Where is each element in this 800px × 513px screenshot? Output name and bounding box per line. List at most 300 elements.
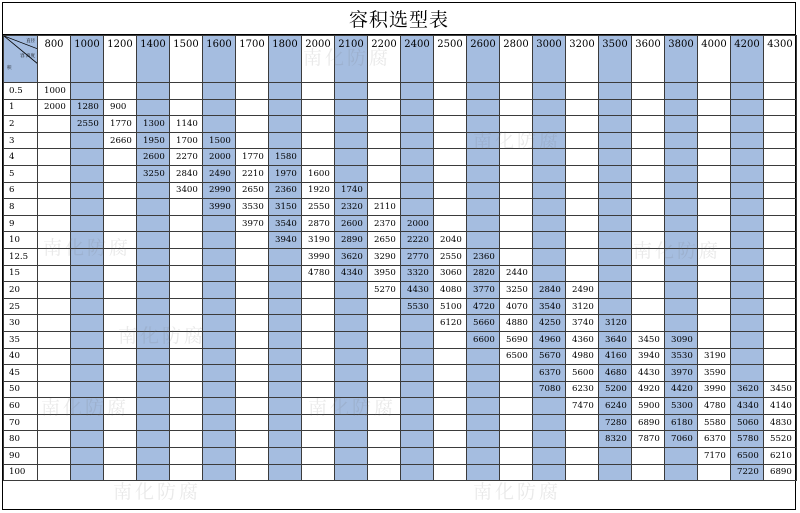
height-cell <box>533 398 566 415</box>
height-cell <box>599 298 632 315</box>
height-cell <box>566 414 599 431</box>
height-cell <box>236 431 269 448</box>
height-cell <box>401 182 434 199</box>
height-cell <box>731 248 764 265</box>
height-cell <box>302 398 335 415</box>
height-cell: 2110 <box>368 199 401 216</box>
height-cell <box>401 165 434 182</box>
height-cell <box>170 232 203 249</box>
height-cell: 3620 <box>731 381 764 398</box>
height-cell: 2000 <box>203 149 236 166</box>
corner-volume-label: 积 <box>7 66 12 71</box>
row-label-volume: 4 <box>4 149 38 166</box>
height-cell: 3290 <box>368 248 401 265</box>
height-cell <box>335 464 368 481</box>
height-cell <box>467 365 500 382</box>
height-cell <box>500 448 533 465</box>
height-cell <box>731 215 764 232</box>
row-label-volume: 45 <box>4 365 38 382</box>
height-cell <box>467 381 500 398</box>
height-cell <box>335 431 368 448</box>
height-cell <box>698 215 731 232</box>
height-cell <box>632 448 665 465</box>
height-cell <box>38 232 71 249</box>
height-cell <box>401 199 434 216</box>
height-cell: 4430 <box>401 282 434 299</box>
height-cell <box>533 99 566 116</box>
height-cell <box>533 199 566 216</box>
height-cell <box>269 265 302 282</box>
height-cell <box>665 298 698 315</box>
height-cell <box>137 99 170 116</box>
corner-header-cell <box>4 36 38 83</box>
row-label-volume: 25 <box>4 298 38 315</box>
height-cell <box>698 315 731 332</box>
height-cell <box>269 298 302 315</box>
height-cell <box>566 448 599 465</box>
height-cell <box>335 381 368 398</box>
row-label-volume: 3 <box>4 132 38 149</box>
height-cell <box>335 116 368 133</box>
height-cell <box>368 165 401 182</box>
height-cell: 1700 <box>170 132 203 149</box>
height-cell: 3950 <box>368 265 401 282</box>
height-cell <box>467 132 500 149</box>
table-row <box>4 99 797 116</box>
height-cell <box>368 182 401 199</box>
height-cell <box>434 381 467 398</box>
height-cell <box>236 83 269 100</box>
height-cell: 3450 <box>764 381 797 398</box>
height-cell: 2820 <box>467 265 500 282</box>
height-cell: 3940 <box>632 348 665 365</box>
height-cell <box>38 398 71 415</box>
height-cell <box>533 232 566 249</box>
height-cell <box>500 248 533 265</box>
height-cell <box>236 282 269 299</box>
height-cell <box>38 248 71 265</box>
height-cell <box>368 99 401 116</box>
height-cell <box>236 348 269 365</box>
height-cell: 1500 <box>203 132 236 149</box>
column-header-diameter: 800 <box>38 36 71 83</box>
height-cell <box>731 199 764 216</box>
height-cell <box>236 116 269 133</box>
height-cell <box>764 99 797 116</box>
height-cell <box>137 348 170 365</box>
height-cell: 6500 <box>500 348 533 365</box>
height-cell <box>665 282 698 299</box>
table-row <box>4 265 797 282</box>
height-cell <box>401 348 434 365</box>
height-cell: 3990 <box>302 248 335 265</box>
height-cell <box>104 464 137 481</box>
height-cell <box>302 381 335 398</box>
height-cell: 5100 <box>434 298 467 315</box>
height-cell <box>71 365 104 382</box>
height-cell <box>665 464 698 481</box>
height-cell <box>203 315 236 332</box>
height-cell: 1580 <box>269 149 302 166</box>
height-cell <box>104 83 137 100</box>
table-row <box>4 464 797 481</box>
height-cell: 5300 <box>665 398 698 415</box>
column-header-diameter: 1800 <box>269 36 302 83</box>
height-cell <box>203 116 236 133</box>
height-cell: 5270 <box>368 282 401 299</box>
height-cell <box>500 116 533 133</box>
table-row <box>4 315 797 332</box>
height-cell <box>500 398 533 415</box>
height-cell: 1600 <box>302 165 335 182</box>
height-cell <box>467 414 500 431</box>
height-cell <box>566 132 599 149</box>
height-cell <box>368 365 401 382</box>
corner-height-label: 容 高度 <box>20 54 35 59</box>
height-cell <box>236 365 269 382</box>
height-cell <box>302 365 335 382</box>
height-cell <box>698 99 731 116</box>
column-header-diameter: 1200 <box>104 36 137 83</box>
height-cell <box>665 165 698 182</box>
height-cell <box>38 464 71 481</box>
height-cell <box>698 282 731 299</box>
column-header-diameter: 1600 <box>203 36 236 83</box>
height-cell <box>434 414 467 431</box>
height-cell <box>764 365 797 382</box>
height-cell <box>104 298 137 315</box>
height-cell <box>170 215 203 232</box>
height-cell <box>632 116 665 133</box>
height-cell: 7080 <box>533 381 566 398</box>
height-cell: 3150 <box>269 199 302 216</box>
height-cell <box>302 132 335 149</box>
height-cell <box>500 464 533 481</box>
row-label-volume: 70 <box>4 414 38 431</box>
height-cell: 2840 <box>533 282 566 299</box>
height-cell <box>698 464 731 481</box>
height-cell <box>203 365 236 382</box>
height-cell <box>137 248 170 265</box>
height-cell <box>467 99 500 116</box>
height-cell <box>467 215 500 232</box>
height-cell <box>533 182 566 199</box>
column-header-diameter: 3500 <box>599 36 632 83</box>
height-cell <box>137 398 170 415</box>
height-cell <box>269 83 302 100</box>
height-cell <box>104 165 137 182</box>
height-cell <box>434 431 467 448</box>
height-cell <box>335 315 368 332</box>
height-cell <box>236 381 269 398</box>
height-cell <box>203 331 236 348</box>
height-cell <box>731 348 764 365</box>
height-cell: 2550 <box>71 116 104 133</box>
height-cell <box>467 165 500 182</box>
height-cell <box>566 116 599 133</box>
row-label-volume: 35 <box>4 331 38 348</box>
height-cell: 5200 <box>599 381 632 398</box>
height-cell: 1300 <box>137 116 170 133</box>
height-cell: 3620 <box>335 248 368 265</box>
height-cell <box>236 398 269 415</box>
height-cell <box>335 149 368 166</box>
height-cell <box>38 381 71 398</box>
height-cell <box>137 365 170 382</box>
height-cell <box>632 265 665 282</box>
height-cell: 6180 <box>665 414 698 431</box>
height-cell <box>368 298 401 315</box>
column-header-diameter: 1500 <box>170 36 203 83</box>
height-cell <box>71 165 104 182</box>
height-cell <box>302 298 335 315</box>
height-cell: 2490 <box>203 165 236 182</box>
height-cell <box>467 348 500 365</box>
height-cell <box>599 215 632 232</box>
height-cell: 2890 <box>335 232 368 249</box>
height-cell: 5670 <box>533 348 566 365</box>
row-label-volume: 8 <box>4 199 38 216</box>
height-cell <box>665 83 698 100</box>
height-cell <box>203 282 236 299</box>
height-cell <box>38 414 71 431</box>
height-cell <box>401 116 434 133</box>
height-cell: 5900 <box>632 398 665 415</box>
height-cell <box>764 116 797 133</box>
height-cell <box>533 83 566 100</box>
height-cell <box>104 381 137 398</box>
height-cell: 2040 <box>434 232 467 249</box>
height-cell: 3940 <box>269 232 302 249</box>
height-cell <box>203 448 236 465</box>
height-cell <box>71 265 104 282</box>
height-cell <box>665 132 698 149</box>
height-cell: 6500 <box>731 448 764 465</box>
height-cell <box>632 149 665 166</box>
height-cell <box>335 298 368 315</box>
height-cell <box>731 298 764 315</box>
height-cell: 2000 <box>38 99 71 116</box>
height-cell <box>302 448 335 465</box>
height-cell: 6890 <box>764 464 797 481</box>
height-cell <box>368 116 401 133</box>
height-cell <box>104 248 137 265</box>
height-cell <box>500 132 533 149</box>
height-cell <box>269 132 302 149</box>
height-cell: 5520 <box>764 431 797 448</box>
height-cell <box>434 348 467 365</box>
height-cell <box>71 298 104 315</box>
height-cell <box>170 265 203 282</box>
height-cell <box>137 448 170 465</box>
height-cell: 3640 <box>599 331 632 348</box>
height-cell: 4360 <box>566 331 599 348</box>
row-label-volume: 12.5 <box>4 248 38 265</box>
height-cell <box>467 149 500 166</box>
height-cell <box>71 448 104 465</box>
height-cell <box>104 215 137 232</box>
height-cell <box>38 165 71 182</box>
height-cell <box>137 282 170 299</box>
height-cell <box>599 232 632 249</box>
table-row <box>4 132 797 149</box>
watermark: 南化防腐 <box>473 481 562 503</box>
height-cell <box>269 398 302 415</box>
height-cell <box>467 83 500 100</box>
height-cell: 2370 <box>368 215 401 232</box>
height-cell: 3250 <box>137 165 170 182</box>
height-cell <box>401 315 434 332</box>
height-cell <box>632 282 665 299</box>
height-cell: 4250 <box>533 315 566 332</box>
height-cell: 2650 <box>236 182 269 199</box>
height-cell <box>599 116 632 133</box>
height-cell <box>632 199 665 216</box>
height-cell <box>269 116 302 133</box>
row-label-volume: 2 <box>4 116 38 133</box>
height-cell <box>269 365 302 382</box>
table-row <box>4 282 797 299</box>
height-cell: 2600 <box>335 215 368 232</box>
height-cell <box>104 414 137 431</box>
height-cell: 1950 <box>137 132 170 149</box>
height-cell <box>533 165 566 182</box>
height-cell <box>566 248 599 265</box>
height-cell <box>764 215 797 232</box>
column-header-diameter: 1700 <box>236 36 269 83</box>
height-cell <box>764 315 797 332</box>
height-cell: 3540 <box>533 298 566 315</box>
height-cell <box>71 83 104 100</box>
height-cell <box>665 99 698 116</box>
height-cell <box>335 132 368 149</box>
height-cell <box>104 331 137 348</box>
height-cell <box>269 331 302 348</box>
height-cell <box>467 448 500 465</box>
row-label-volume: 100 <box>4 464 38 481</box>
height-cell: 6230 <box>566 381 599 398</box>
height-cell: 3770 <box>467 282 500 299</box>
height-cell: 4070 <box>500 298 533 315</box>
height-cell: 2220 <box>401 232 434 249</box>
height-cell <box>467 464 500 481</box>
height-cell <box>500 199 533 216</box>
height-cell <box>38 431 71 448</box>
height-cell <box>38 331 71 348</box>
height-cell <box>533 215 566 232</box>
height-cell <box>71 381 104 398</box>
table-row <box>4 448 797 465</box>
height-cell: 2840 <box>170 165 203 182</box>
height-cell <box>38 282 71 299</box>
height-cell <box>137 414 170 431</box>
height-cell <box>566 149 599 166</box>
row-label-volume: 0.5 <box>4 83 38 100</box>
height-cell <box>500 182 533 199</box>
height-cell: 3400 <box>170 182 203 199</box>
height-cell <box>71 348 104 365</box>
height-cell: 2440 <box>500 265 533 282</box>
height-cell: 3120 <box>599 315 632 332</box>
height-cell: 4920 <box>632 381 665 398</box>
height-cell <box>269 248 302 265</box>
height-cell <box>731 83 764 100</box>
height-cell: 1920 <box>302 182 335 199</box>
height-cell <box>170 431 203 448</box>
height-cell <box>764 248 797 265</box>
height-cell: 1970 <box>269 165 302 182</box>
column-header-diameter: 2100 <box>335 36 368 83</box>
height-cell <box>665 232 698 249</box>
row-label-volume: 80 <box>4 431 38 448</box>
height-cell <box>302 331 335 348</box>
height-cell <box>71 315 104 332</box>
height-cell <box>500 431 533 448</box>
table-row <box>4 83 797 100</box>
column-header-diameter: 4300 <box>764 36 797 83</box>
height-cell <box>137 182 170 199</box>
height-cell <box>401 99 434 116</box>
height-cell <box>500 414 533 431</box>
height-cell <box>566 215 599 232</box>
height-cell <box>269 348 302 365</box>
height-cell <box>368 315 401 332</box>
height-cell <box>71 182 104 199</box>
height-cell <box>764 331 797 348</box>
height-cell <box>302 348 335 365</box>
height-cell <box>599 464 632 481</box>
table-row <box>4 398 797 415</box>
height-cell <box>368 448 401 465</box>
height-cell: 4880 <box>500 315 533 332</box>
height-cell <box>566 232 599 249</box>
column-header-diameter: 2500 <box>434 36 467 83</box>
height-cell <box>170 414 203 431</box>
height-cell <box>71 282 104 299</box>
height-cell: 1770 <box>236 149 269 166</box>
row-label-volume: 1 <box>4 99 38 116</box>
row-label-volume: 9 <box>4 215 38 232</box>
height-cell <box>71 199 104 216</box>
height-cell <box>764 132 797 149</box>
height-cell <box>731 149 764 166</box>
height-cell <box>566 464 599 481</box>
height-cell: 3060 <box>434 265 467 282</box>
height-cell: 5530 <box>401 298 434 315</box>
height-cell <box>434 448 467 465</box>
height-cell <box>71 431 104 448</box>
height-cell <box>434 398 467 415</box>
height-cell <box>104 149 137 166</box>
column-header-diameter: 2200 <box>368 36 401 83</box>
height-cell: 4340 <box>335 265 368 282</box>
height-cell <box>335 365 368 382</box>
height-cell: 8320 <box>599 431 632 448</box>
height-cell <box>203 398 236 415</box>
height-cell <box>467 232 500 249</box>
height-cell <box>104 448 137 465</box>
column-header-diameter: 4000 <box>698 36 731 83</box>
height-cell <box>434 165 467 182</box>
height-cell <box>203 83 236 100</box>
height-cell <box>170 464 203 481</box>
height-cell <box>764 348 797 365</box>
height-cell <box>533 448 566 465</box>
height-cell <box>71 248 104 265</box>
height-cell <box>698 83 731 100</box>
height-cell: 3530 <box>665 348 698 365</box>
row-label-volume: 6 <box>4 182 38 199</box>
